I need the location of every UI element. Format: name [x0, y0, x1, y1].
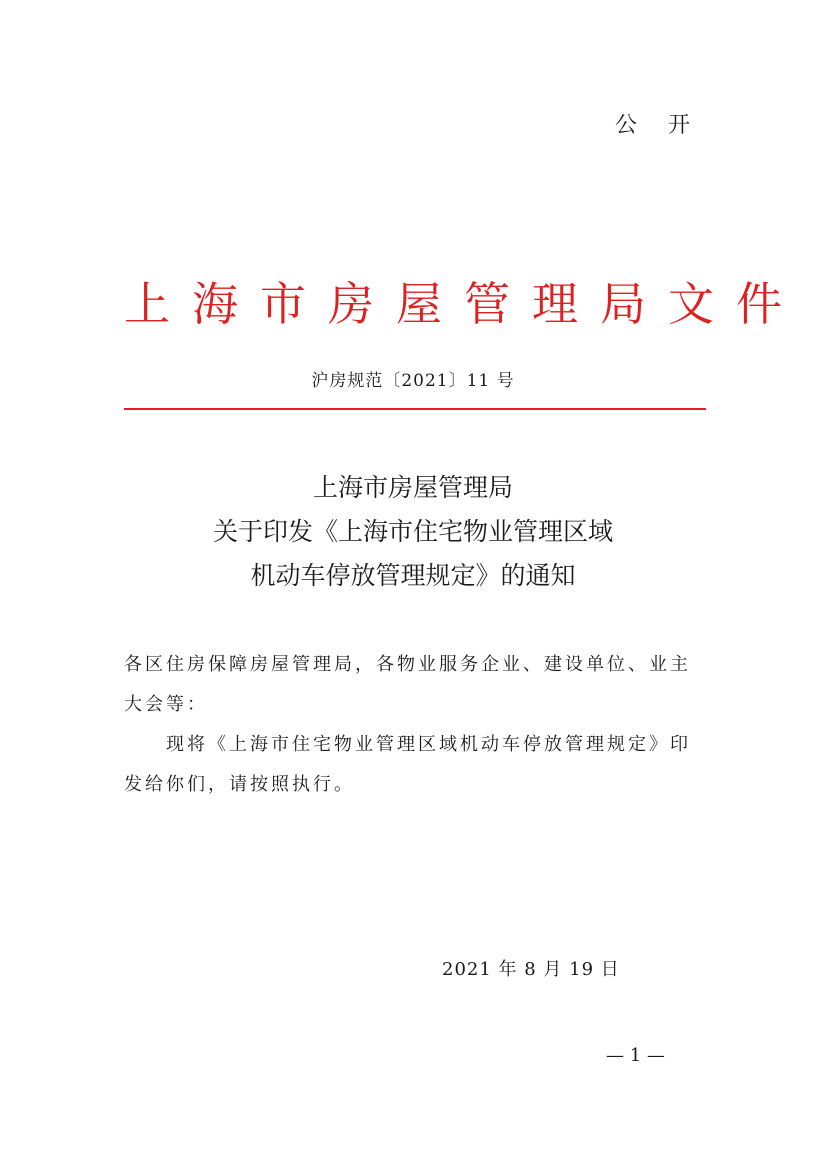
classification-label: 公 开	[615, 113, 702, 138]
document-title	[0, 466, 826, 598]
title-line-1: 上海市房屋管理局	[312, 473, 513, 502]
body-paragraph: 现将《上海市住宅物业管理区域机动车停放管理规定》印发给你们，请按照执行。	[124, 734, 691, 795]
issue-date: 2021 年 8 月 19 日	[442, 959, 620, 980]
document-number: 沪房规范〔2021〕11 号	[311, 371, 515, 391]
page-number: — 1 —	[606, 1045, 665, 1066]
title-line-2: 关于印发《上海市住宅物业管理区域	[212, 517, 613, 546]
issuer-header: 上海市房屋管理局文件	[124, 277, 804, 331]
red-divider	[124, 408, 706, 410]
salutation: 各区住房保障房屋管理局，各物业服务企业、建设单位、业主大会等：	[124, 654, 691, 715]
title-line-3: 机动车停放管理规定》的通知	[250, 561, 576, 590]
